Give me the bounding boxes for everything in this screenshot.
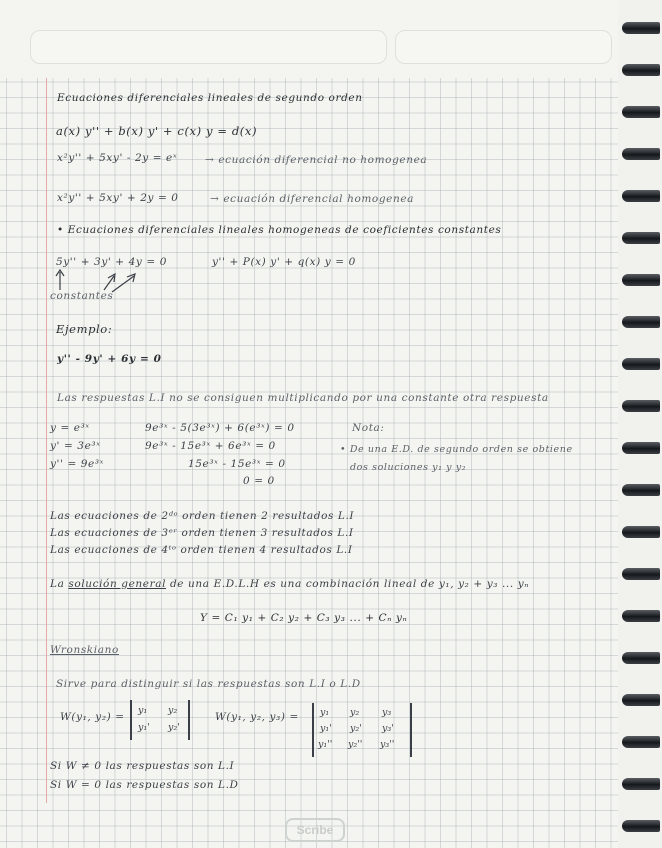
- w3-cell-13: y₃: [382, 707, 392, 718]
- header-box-right: [395, 30, 612, 64]
- calc-step-4: 0 = 0: [243, 475, 275, 487]
- section-title-constant-coefficients: • Ecuaciones diferenciales lineales homogeneas de coeficientes constantes: [57, 224, 502, 236]
- standard-form-equation: y'' + P(x) y' + q(x) y = 0: [212, 256, 356, 268]
- calc-step-1: 9e³ˣ - 5(3e³ˣ) + 6(e³ˣ) = 0: [145, 422, 295, 434]
- title-line: Ecuaciones diferenciales lineales de segundo orden: [57, 92, 363, 104]
- spiral-ring: [622, 694, 660, 706]
- spiral-ring: [622, 106, 660, 118]
- brand-logo: Scribe: [285, 818, 345, 842]
- spiral-ring: [622, 442, 660, 454]
- general-solution-term: solución general: [68, 578, 167, 590]
- spiral-ring: [622, 526, 660, 538]
- spiral-ring: [622, 610, 660, 622]
- spiral-ring: [622, 232, 660, 244]
- w3-cell-23: y₃': [382, 723, 394, 734]
- spiral-ring: [622, 358, 660, 370]
- w3-right-bar: [410, 703, 412, 757]
- spiral-ring: [622, 736, 660, 748]
- margin-line: [46, 78, 47, 803]
- w2-cell-22: y₂': [168, 722, 180, 733]
- spiral-ring: [622, 400, 660, 412]
- w2-cell-11: y₁: [138, 705, 148, 716]
- spiral-ring: [622, 64, 660, 76]
- spiral-binding: [618, 0, 662, 848]
- spiral-ring: [622, 484, 660, 496]
- constant-coefficient-equation: 5y'' + 3y' + 4y = 0: [56, 256, 167, 268]
- spiral-ring: [622, 190, 660, 202]
- statement-li: Las respuestas L.I no se consiguen multiplicando por una constante otra respuesta: [57, 392, 549, 404]
- wronskian-2-matrix: [130, 700, 190, 740]
- w2-cell-21: y₁': [138, 722, 150, 733]
- orders-line-2: Las ecuaciones de 3ᵉʳ orden tienen 3 resultados L.I: [50, 527, 354, 539]
- rule-zero: Si W = 0 las respuestas son L.D: [50, 779, 239, 791]
- spiral-ring: [622, 274, 660, 286]
- general-solution-formula: Y = C₁ y₁ + C₂ y₂ + C₃ y₃ ... + Cₙ yₙ: [200, 612, 408, 624]
- w3-cell-32: y₂'': [348, 739, 363, 750]
- calc-step-2: 9e³ˣ - 15e³ˣ + 6e³ˣ = 0: [145, 440, 276, 452]
- w2-cell-12: y₂: [168, 705, 178, 716]
- wronskian-3-matrix: [312, 703, 412, 757]
- note-title: Nota:: [352, 422, 385, 434]
- spiral-ring: [622, 820, 660, 832]
- general-form: a(x) y'' + b(x) y' + c(x) y = d(x): [56, 124, 258, 138]
- homogeneous-note: → ecuación diferencial homogenea: [210, 193, 415, 205]
- note-line-2: dos soluciones y₁ y y₂: [350, 462, 467, 473]
- spiral-ring: [622, 778, 660, 790]
- solution-y-prime: y' = 3e³ˣ: [50, 440, 101, 452]
- example-heading: Ejemplo:: [56, 322, 113, 336]
- orders-line-1: Las ecuaciones de 2ᵈᵒ orden tienen 2 resultados L.I: [50, 510, 355, 522]
- spiral-ring: [622, 568, 660, 580]
- spiral-ring: [622, 148, 660, 160]
- solution-y-double-prime: y'' = 9e³ˣ: [50, 458, 105, 470]
- spiral-ring: [622, 316, 660, 328]
- w3-cell-21: y₁': [320, 723, 332, 734]
- example-equation: y'' - 9y' + 6y = 0: [57, 353, 162, 365]
- wronskian-description: Sirve para distinguir si las respuestas son L.I o L.D: [56, 678, 361, 690]
- wronskian-3-label: W(y₁, y₂, y₃) =: [215, 711, 299, 723]
- calc-step-3: 15e³ˣ - 15e³ˣ = 0: [188, 458, 286, 470]
- general-prefix: La: [50, 578, 65, 590]
- w2-left-bar: [130, 700, 132, 740]
- wronskian-2-label: W(y₁, y₂) =: [60, 711, 125, 723]
- rule-nonzero: Si W ≠ 0 las respuestas son L.I: [50, 760, 235, 772]
- w3-cell-11: y₁: [320, 707, 330, 718]
- general-solution-sentence: [50, 578, 529, 590]
- w2-right-bar: [188, 700, 190, 740]
- w3-left-bar: [312, 703, 314, 757]
- general-rest: de una E.D.L.H es una combinación lineal de y₁, y₂ + y₃ ... yₙ: [169, 578, 530, 590]
- nonhomogeneous-note: → ecuación diferencial no homogenea: [205, 154, 428, 166]
- solution-y: y = e³ˣ: [50, 422, 90, 434]
- w3-cell-22: y₂': [350, 723, 362, 734]
- nonhomogeneous-equation: x²y'' + 5xy' - 2y = eˣ: [57, 152, 178, 164]
- spiral-ring: [622, 652, 660, 664]
- orders-line-3: Las ecuaciones de 4ᵗᵒ orden tienen 4 resultados L.I: [50, 544, 353, 556]
- note-line-1: • De una E.D. de segundo orden se obtiene: [340, 444, 573, 455]
- homogeneous-equation: x²y'' + 5xy' + 2y = 0: [57, 192, 179, 204]
- w3-cell-12: y₂: [350, 707, 360, 718]
- w3-cell-33: y₃'': [380, 739, 395, 750]
- constants-label: constantes: [50, 290, 114, 302]
- w3-cell-31: y₁'': [318, 739, 333, 750]
- spiral-ring: [622, 22, 660, 34]
- header-box-left: [30, 30, 387, 64]
- wronskian-heading: Wronskiano: [50, 644, 119, 656]
